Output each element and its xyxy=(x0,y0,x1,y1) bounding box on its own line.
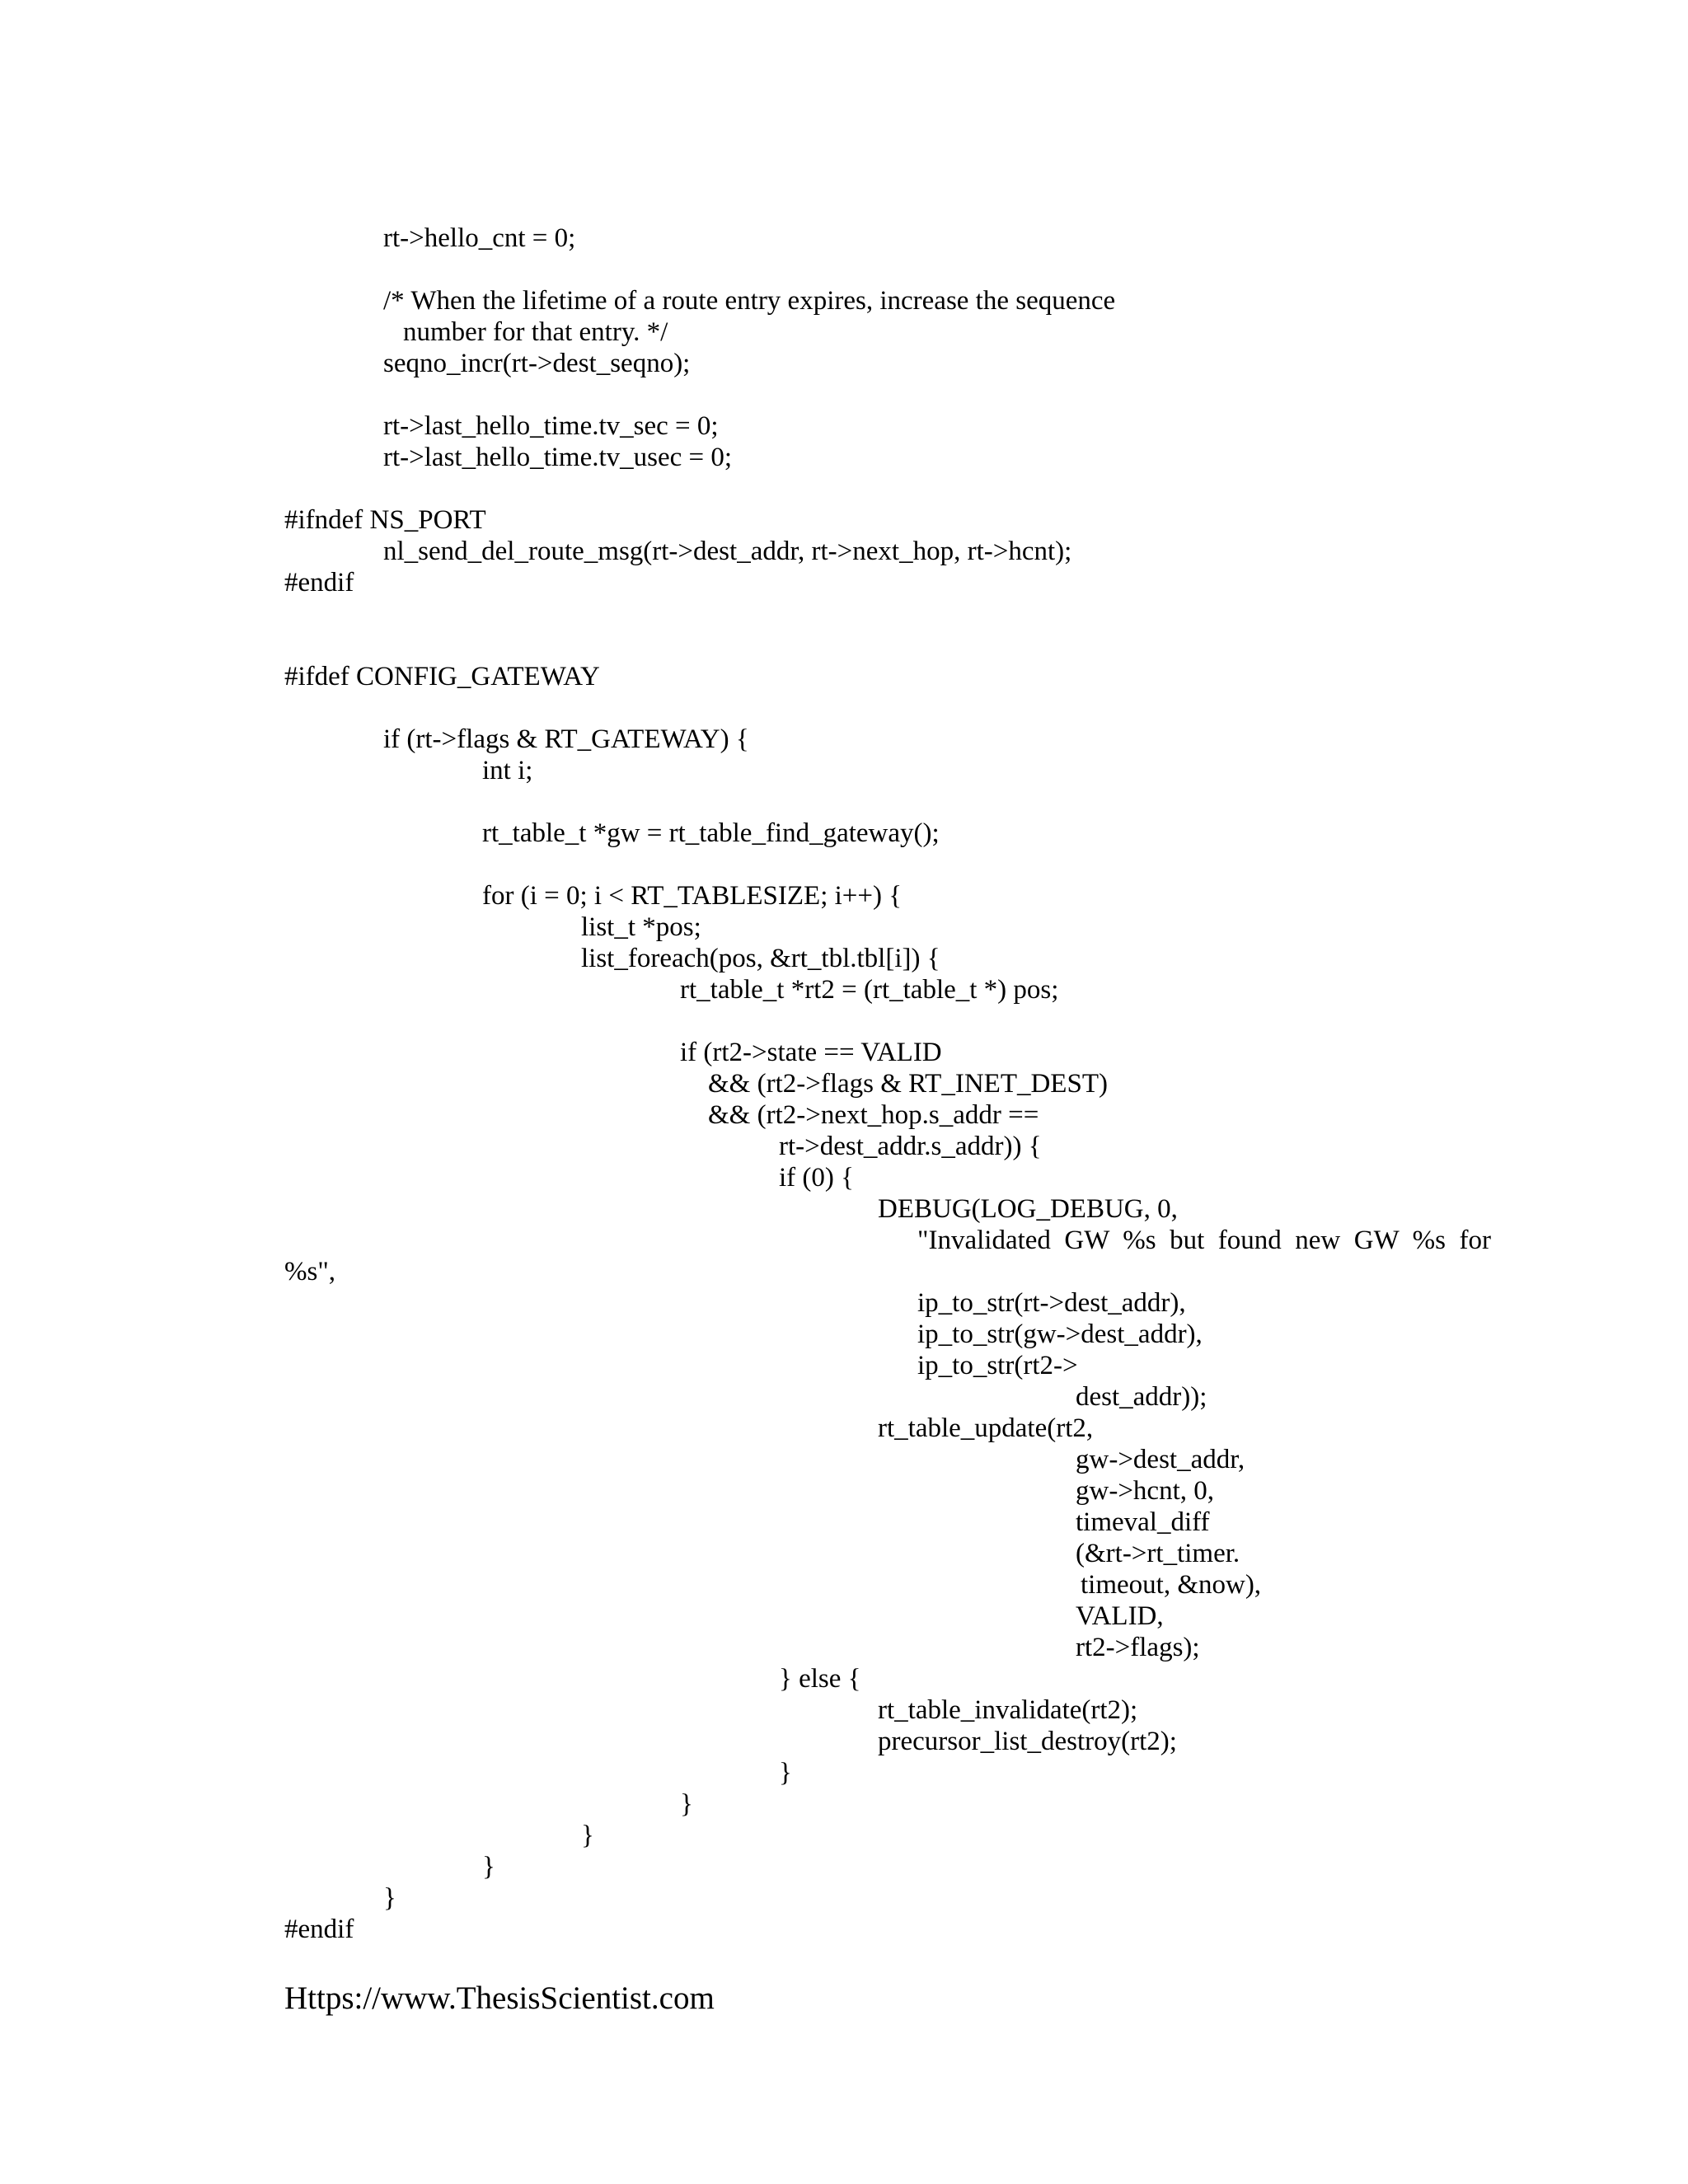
code-line: rt_table_update(rt2, xyxy=(878,1413,1094,1443)
code-line: rt->last_hello_time.tv_sec = 0; xyxy=(383,411,719,441)
code-line: if (0) { xyxy=(779,1163,854,1193)
closing-brace: } xyxy=(482,1852,495,1882)
footer-website-link[interactable]: Https://www.ThesisScientist.com xyxy=(284,1980,715,2016)
code-line: timeout, &now), xyxy=(1081,1570,1262,1600)
code-line: ip_to_str(rt->dest_addr), xyxy=(917,1288,1186,1318)
code-comment-line: number for that entry. */ xyxy=(403,317,668,347)
code-line: gw->dest_addr, xyxy=(1076,1445,1245,1474)
closing-brace: } xyxy=(779,1758,792,1788)
code-line: list_t *pos; xyxy=(581,912,701,942)
preprocessor-line: #endif xyxy=(284,1915,354,1944)
code-line: rt->last_hello_time.tv_usec = 0; xyxy=(383,443,733,472)
closing-brace: } xyxy=(581,1821,594,1850)
code-line: timeval_diff xyxy=(1076,1507,1210,1537)
code-line: } else { xyxy=(779,1664,861,1694)
code-line: seqno_incr(rt->dest_seqno); xyxy=(383,349,691,378)
preprocessor-line: #ifndef NS_PORT xyxy=(284,505,486,535)
code-line: && (rt2->next_hop.s_addr == xyxy=(708,1100,1039,1130)
code-line: nl_send_del_route_msg(rt->dest_addr, rt->next_hop, rt->hcnt); xyxy=(383,537,1072,566)
code-line: rt_table_t *rt2 = (rt_table_t *) pos; xyxy=(680,975,1059,1005)
code-line: %s", xyxy=(284,1257,336,1286)
code-line: if (rt2->state == VALID xyxy=(680,1038,942,1067)
code-line: && (rt2->flags & RT_INET_DEST) xyxy=(708,1069,1108,1099)
code-line: ip_to_str(gw->dest_addr), xyxy=(917,1319,1203,1349)
code-line: for (i = 0; i < RT_TABLESIZE; i++) { xyxy=(482,881,903,911)
code-line: list_foreach(pos, &rt_tbl.tbl[i]) { xyxy=(581,944,940,973)
code-line: DEBUG(LOG_DEBUG, 0, xyxy=(878,1194,1178,1224)
code-line: if (rt->flags & RT_GATEWAY) { xyxy=(383,724,749,754)
code-line: rt->dest_addr.s_addr)) { xyxy=(779,1132,1042,1161)
code-line: rt2->flags); xyxy=(1076,1633,1200,1662)
code-line: rt_table_t *gw = rt_table_find_gateway(); xyxy=(482,818,940,848)
code-line: gw->hcnt, 0, xyxy=(1076,1476,1214,1506)
code-comment-line: /* When the lifetime of a route entry expires, increase the sequence xyxy=(383,286,1116,316)
code-line: ip_to_str(rt2-> xyxy=(917,1351,1078,1380)
code-line: int i; xyxy=(482,756,533,785)
closing-brace: } xyxy=(680,1789,693,1819)
preprocessor-line: #endif xyxy=(284,568,354,598)
code-line: (&rt->rt_timer. xyxy=(1076,1539,1240,1568)
preprocessor-line: #ifdef CONFIG_GATEWAY xyxy=(284,662,600,691)
closing-brace: } xyxy=(383,1883,396,1913)
code-line: rt->hello_cnt = 0; xyxy=(383,223,576,253)
code-line: VALID, xyxy=(1076,1601,1164,1631)
code-line: "Invalidated GW %s but found new GW %s for xyxy=(917,1226,1491,1255)
code-line: dest_addr)); xyxy=(1076,1382,1207,1412)
code-line: rt_table_invalidate(rt2); xyxy=(878,1695,1138,1725)
code-line: precursor_list_destroy(rt2); xyxy=(878,1727,1177,1756)
